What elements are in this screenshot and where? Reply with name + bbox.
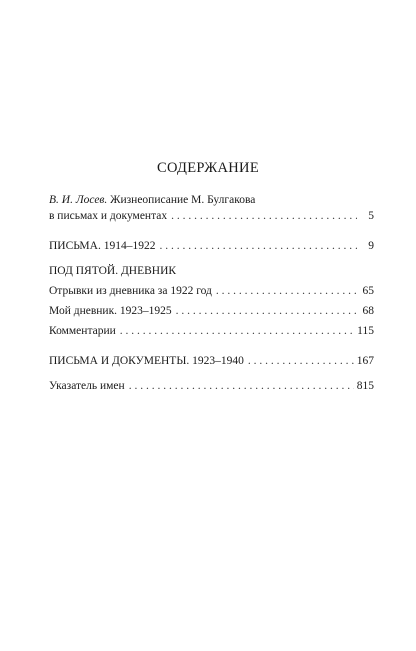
toc-entry-label: Мой дневник. 1923–1925 — [49, 305, 172, 317]
toc-section-label: ПОД ПЯТОЙ. ДНЕВНИК — [49, 265, 177, 277]
toc-entry-label: Комментарии — [49, 325, 116, 337]
toc-entry-comments — [49, 323, 374, 339]
page-number: 68 — [362, 305, 374, 317]
toc-entry-label: ПИСЬМА. 1914–1922 — [49, 240, 156, 252]
toc-entry-label: Указатель имен — [49, 380, 125, 392]
toc-entry-label: Отрывки из дневника за 1922 год — [49, 285, 212, 297]
toc-section-diary — [49, 263, 374, 279]
toc-entry-text: в письмах и документах — [49, 210, 168, 222]
dot-leader — [216, 283, 357, 299]
dot-leader — [159, 238, 357, 254]
table-of-contents — [49, 192, 374, 394]
dot-leader — [176, 303, 357, 319]
toc-entry-index — [49, 378, 374, 394]
page-title: СОДЕРЖАНИЕ — [157, 160, 259, 176]
page-number: 9 — [368, 240, 374, 252]
page-number: 65 — [362, 285, 374, 297]
page-number: 115 — [357, 325, 374, 337]
page-number: 815 — [356, 380, 374, 392]
dot-leader — [120, 323, 354, 339]
toc-entry-excerpts — [49, 283, 374, 299]
dot-leader — [171, 208, 357, 224]
page-number: 5 — [368, 210, 374, 222]
toc-entry-label: ПИСЬМА И ДОКУМЕНТЫ. 1923–1940 — [49, 355, 244, 367]
toc-entry-letters-documents — [49, 353, 374, 369]
dot-leader — [129, 378, 354, 394]
toc-entry-text: Жизнеописание М. Булгакова — [110, 194, 256, 206]
toc-entry-my-diary — [49, 303, 374, 319]
toc-entry-author: В. И. Лосев. — [49, 194, 108, 206]
page-number: 167 — [356, 355, 374, 367]
dot-leader — [248, 353, 354, 369]
toc-entry-losev-line2 — [49, 208, 374, 224]
toc-entry-letters — [49, 238, 374, 254]
toc-entry-losev-line1 — [49, 192, 374, 208]
